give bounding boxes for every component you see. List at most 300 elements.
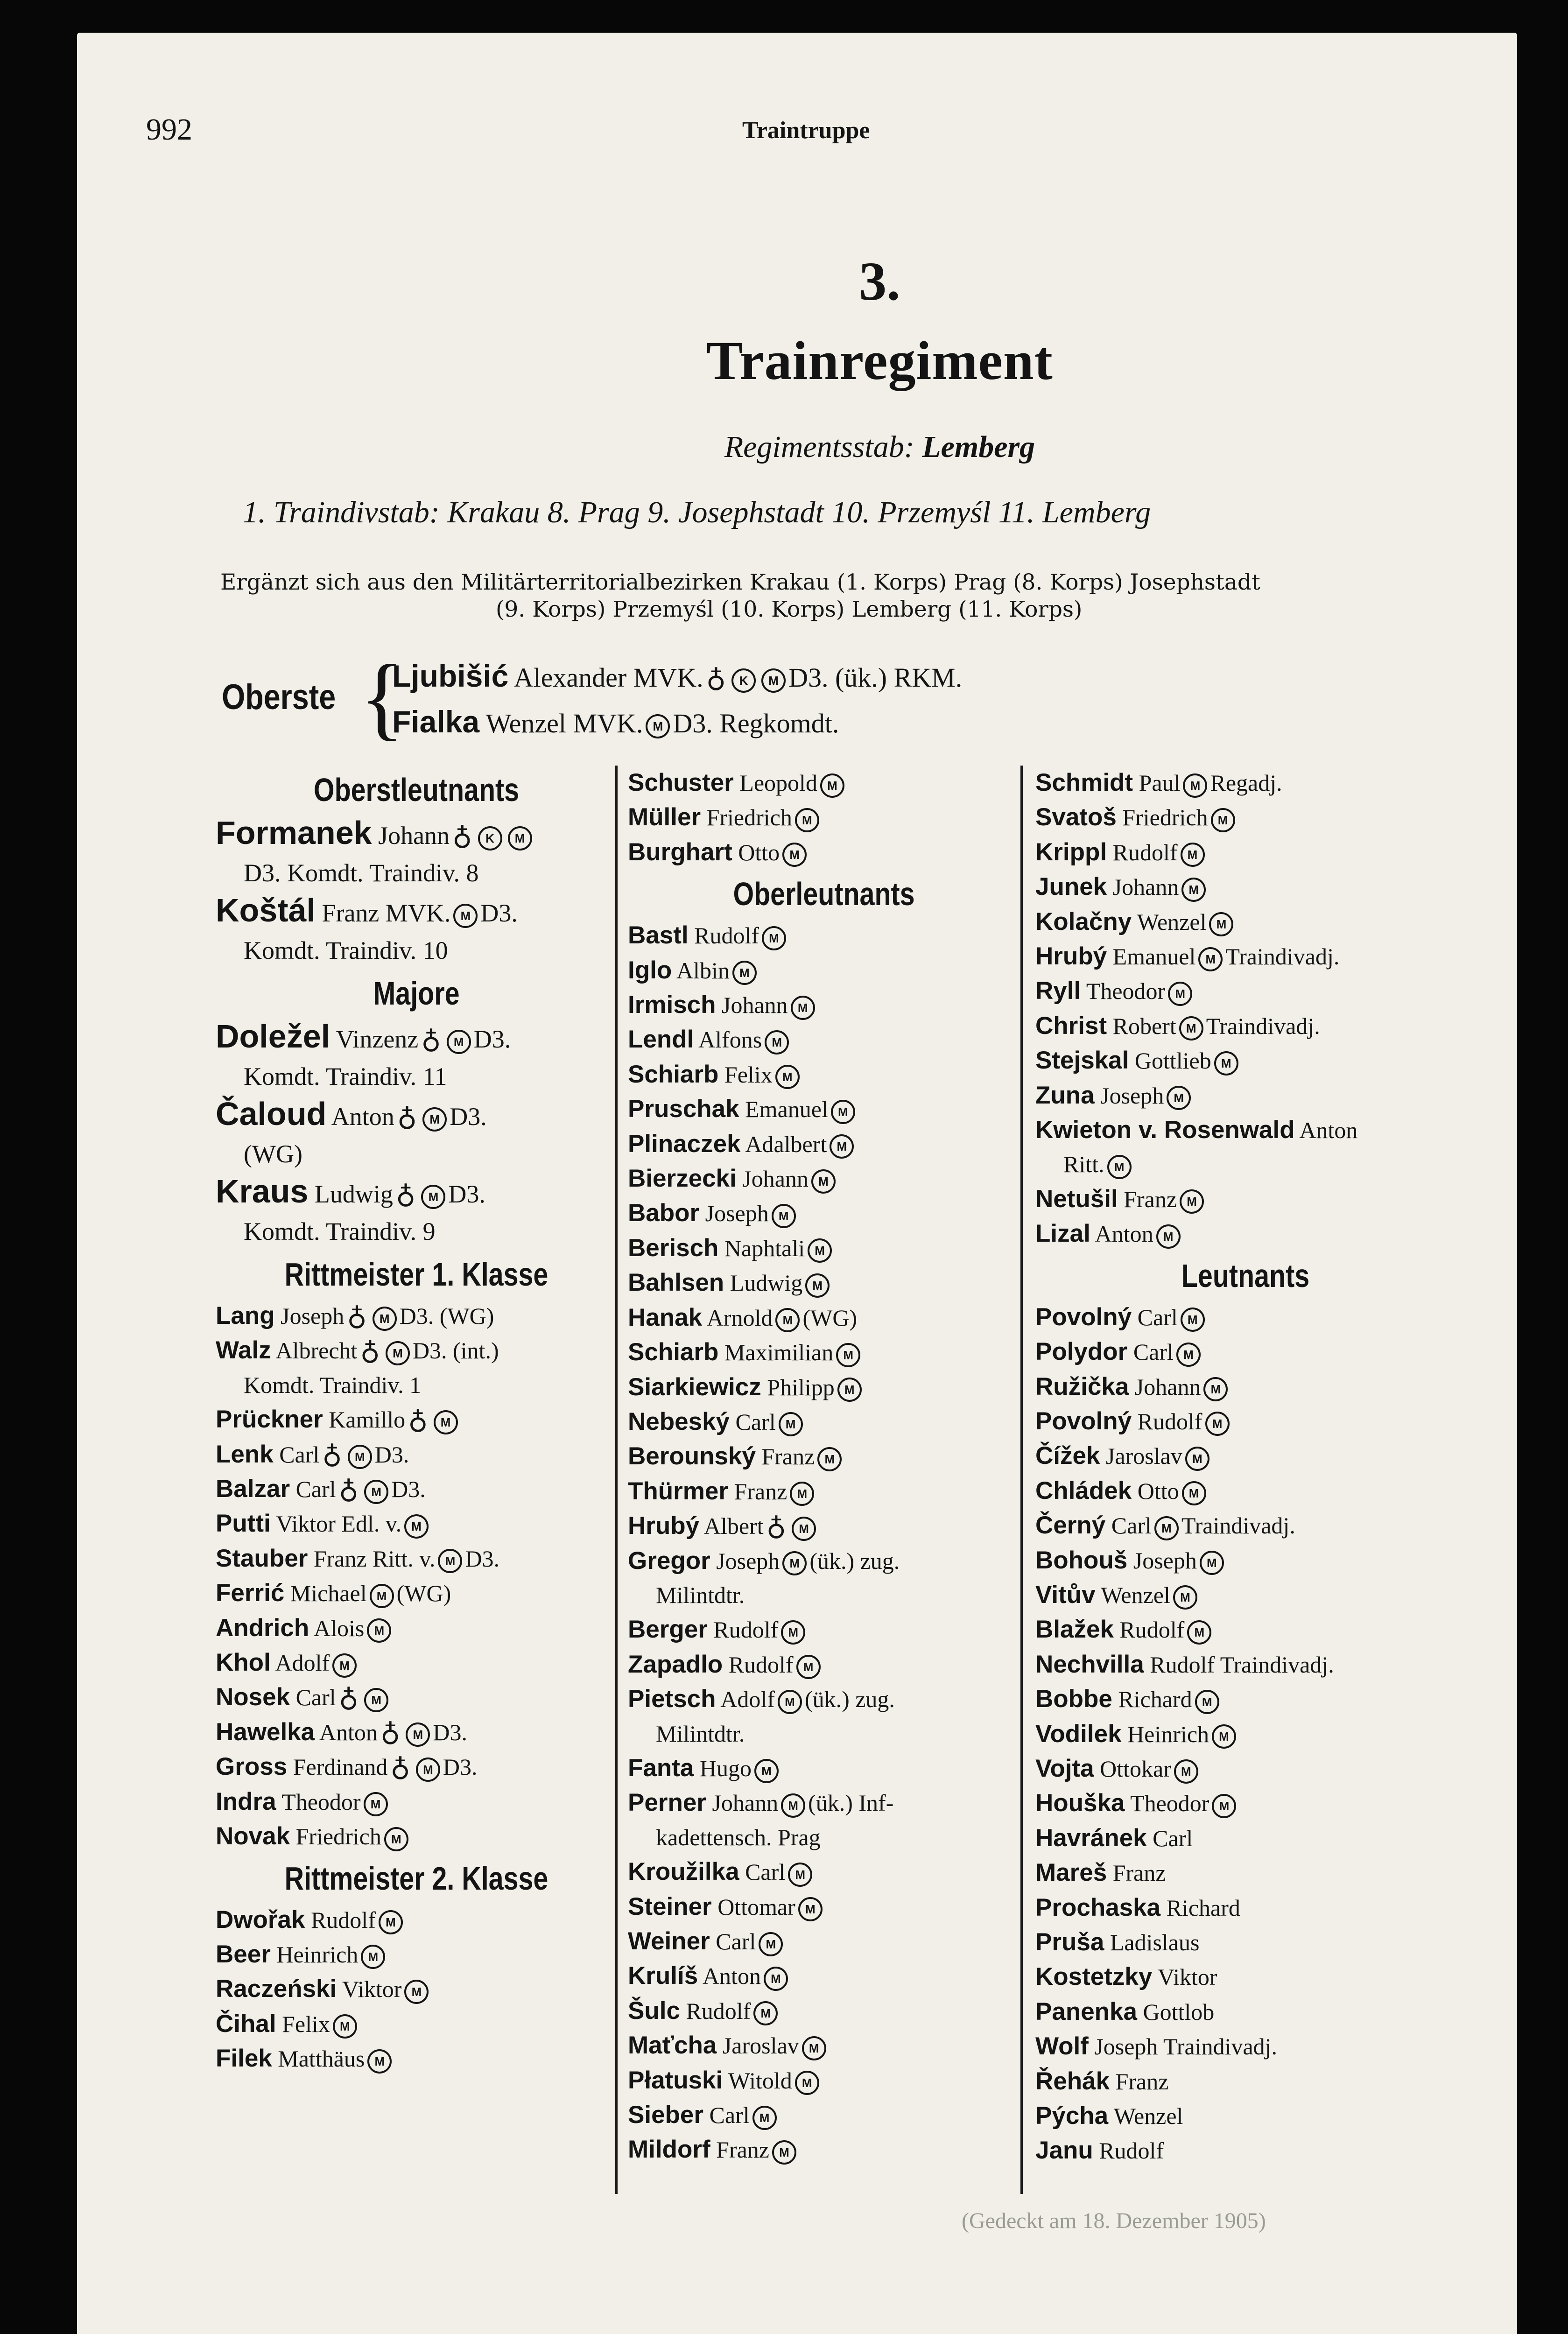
officer-detail: Viktor <box>342 1976 402 2003</box>
officer-surname: Gregor <box>628 1547 710 1575</box>
officer-surname: Berisch <box>628 1234 719 1262</box>
m-medal-icon: M <box>775 1065 800 1089</box>
m-medal-icon: M <box>759 1932 783 1956</box>
officer-detail: D3. <box>374 1441 409 1468</box>
officer-detail: Ottomar <box>717 1893 795 1920</box>
officer-entry <box>628 1196 1020 1230</box>
m-medal-icon: M <box>772 2140 796 2165</box>
officer-detail: Jaroslav <box>1105 1443 1182 1469</box>
officer-entry <box>628 1231 1020 1265</box>
stab-label: Regimentsstab: <box>724 430 914 464</box>
officer-surname: Hrubý <box>1035 942 1107 970</box>
officer-detail: Friedrich <box>706 804 792 831</box>
section-heading: Oberstleutnants <box>313 772 520 808</box>
officer-detail: Friedrich <box>1122 804 1208 831</box>
officer-surname: Šulc <box>628 1997 680 2025</box>
officer-entry <box>1035 1682 1455 1716</box>
officer-entry <box>1035 1078 1455 1113</box>
officer-surname: Mareš <box>1035 1859 1107 1887</box>
officer-detail: Wenzel <box>1113 2103 1183 2130</box>
officer-entry <box>1035 1370 1455 1404</box>
officer-entry <box>216 814 617 854</box>
oberste-heading: Oberste <box>222 677 336 717</box>
officer-entry-cont: Komdt. Traindiv. 9 <box>244 1217 436 1245</box>
stab-location: Lemberg <box>922 430 1035 464</box>
m-medal-icon: M <box>1168 982 1192 1006</box>
officer-entry <box>628 1301 1020 1335</box>
m-medal-icon: M <box>752 2106 777 2130</box>
m-medal-icon: M <box>438 1549 462 1573</box>
officer-detail: Johann <box>378 822 450 850</box>
officer-surname: Fanta <box>628 1754 694 1782</box>
officer-detail: Theodor <box>1086 978 1166 1005</box>
officer-surname: Krippl <box>1035 838 1107 866</box>
officer-surname: Burghart <box>628 838 732 866</box>
section-heading: Majore <box>373 975 460 1012</box>
officer-entry <box>628 1370 1020 1405</box>
m-medal-icon: M <box>754 1759 779 1783</box>
column-right <box>1035 766 1455 2168</box>
m-medal-icon: M <box>775 1308 800 1332</box>
officer-detail: Adolf <box>275 1650 330 1676</box>
officer-surname: Perner <box>628 1789 706 1817</box>
officer-surname: Prochaska <box>1035 1893 1161 1921</box>
m-medal-icon: M <box>421 1185 445 1209</box>
officer-surname: Siarkiewicz <box>628 1373 761 1401</box>
m-medal-icon: M <box>1167 1086 1191 1110</box>
m-medal-icon: M <box>837 1378 862 1402</box>
officer-surname: Vitův <box>1035 1581 1096 1609</box>
officer-entry <box>628 953 1020 988</box>
officer-entry <box>628 1509 1020 1543</box>
officer-surname: Lenk <box>216 1440 274 1468</box>
cross-decoration-icon: ♁ <box>338 1684 359 1716</box>
officer-surname: Schmidt <box>1035 769 1133 796</box>
officer-entry <box>216 892 617 932</box>
officer-detail: Theodor <box>281 1788 361 1815</box>
officer-entry <box>628 1994 1020 2028</box>
m-medal-icon: M <box>1211 808 1235 832</box>
officer-entry-cont: Komdt. Traindiv. 10 <box>244 936 448 964</box>
officer-detail: Franz Ritt. v. <box>313 1545 436 1572</box>
m-medal-icon: M <box>646 714 670 738</box>
m-medal-icon: M <box>1107 1155 1132 1179</box>
officer-detail: Johann <box>1112 874 1179 900</box>
officer-entry <box>216 1173 617 1213</box>
officer-entry <box>216 1972 617 2006</box>
officer-surname: Janu <box>1035 2137 1093 2165</box>
officer-surname: Svatoš <box>1035 803 1117 831</box>
officer-detail: Maximilian <box>724 1339 834 1366</box>
officer-detail: D3. <box>391 1476 426 1503</box>
m-medal-icon: M <box>404 1514 429 1539</box>
m-medal-icon: M <box>422 1107 447 1132</box>
officer-entry <box>628 835 1020 870</box>
m-medal-icon: M <box>788 1863 812 1887</box>
officer-detail: Carl <box>1133 1339 1174 1365</box>
officer-entry <box>1035 1717 1455 1751</box>
officer-detail: Heinrich <box>1127 1721 1209 1747</box>
officer-entry <box>216 2007 617 2041</box>
officer-detail: Ludwig <box>314 1180 393 1208</box>
officer-detail: Alois <box>313 1615 365 1641</box>
officer-entry <box>216 1541 617 1576</box>
officer-detail: D3. (WG) <box>399 1303 494 1329</box>
officer-detail: Johann <box>712 1790 779 1816</box>
m-medal-icon: M <box>761 668 786 693</box>
officer-entry <box>628 1265 1020 1300</box>
officer-surname: Weiner <box>628 1927 710 1955</box>
officer-surname: Filek <box>216 2045 272 2073</box>
m-medal-icon: M <box>1181 878 1206 902</box>
officer-surname: Berger <box>628 1616 708 1644</box>
officer-detail: Ritt. <box>1063 1151 1104 1178</box>
officer-detail: Regadj. <box>1210 770 1282 796</box>
officer-surname: Müller <box>628 803 701 831</box>
m-medal-icon: M <box>364 1792 388 1816</box>
officer-surname: Panenka <box>1035 1997 1138 2025</box>
officer-detail: Theodor <box>1130 1790 1209 1817</box>
m-medal-icon: M <box>795 808 819 832</box>
officer-surname: Schiarb <box>628 1060 719 1088</box>
officer-detail: Otto <box>738 839 780 865</box>
m-medal-icon: M <box>364 1688 388 1712</box>
m-medal-icon: M <box>1182 1481 1206 1505</box>
cross-decoration-icon: ♁ <box>322 1441 342 1473</box>
officer-detail: Franz <box>761 1443 815 1470</box>
officer-detail: Carl <box>295 1476 336 1503</box>
m-medal-icon: M <box>1212 1724 1236 1749</box>
officer-surname: Bohouš <box>1035 1546 1128 1574</box>
officer-detail: Franz <box>1124 1186 1177 1212</box>
officer-surname: Putti <box>216 1510 271 1538</box>
officer-surname: Płatuski <box>628 2066 723 2094</box>
officer-detail: Vinzenz <box>336 1025 419 1053</box>
officer-detail: Rudolf <box>1150 1651 1215 1678</box>
officer-entry <box>628 2098 1020 2132</box>
officer-detail: Albert <box>703 1513 764 1540</box>
officer-detail: Joseph <box>1133 1547 1197 1574</box>
m-medal-icon: M <box>404 1980 429 2004</box>
officer-surname: Stauber <box>216 1544 308 1572</box>
officer-detail: Viktor Edl. v. <box>276 1511 402 1537</box>
officer-detail: Robert <box>1112 1012 1176 1039</box>
m-medal-icon: M <box>348 1445 372 1469</box>
column-divider <box>1020 766 1023 2194</box>
officer-entry <box>216 1333 617 1368</box>
officer-detail: Joseph <box>716 1547 780 1574</box>
officer-surname: Sieber <box>628 2101 704 2129</box>
m-medal-icon: M <box>817 1447 842 1471</box>
officer-detail: Joseph <box>705 1200 769 1227</box>
officer-surname: Berounský <box>628 1442 756 1470</box>
oberst-entry: Ljubišić Alexander MVK. ♁ K M D3. (ük.) RKM. <box>392 659 963 696</box>
officer-surname: Raczeński <box>216 1975 337 2003</box>
officer-surname: Černý <box>1035 1511 1106 1540</box>
m-medal-icon: M <box>795 2071 819 2095</box>
officer-entry <box>216 1506 617 1541</box>
officer-detail: (WG) <box>396 1580 451 1607</box>
cross-decoration-icon: ♁ <box>338 1476 359 1508</box>
officer-surname: Lang <box>216 1302 275 1329</box>
officer-surname: Nebeský <box>628 1407 730 1435</box>
officer-detail: Richard <box>1166 1894 1240 1921</box>
m-medal-icon: M <box>1214 1051 1238 1076</box>
m-medal-icon: M <box>765 1030 789 1055</box>
officer-entry <box>1035 905 1455 939</box>
regimentsstab-line <box>0 429 1568 465</box>
officer-detail: D3. <box>465 1545 500 1572</box>
officer-surname: Krulíš <box>628 1962 698 1990</box>
officer-surname: Houška <box>1035 1789 1125 1817</box>
officer-entry <box>216 1402 617 1437</box>
officer-entry <box>216 1611 617 1645</box>
officer-surname: Pietsch <box>628 1685 716 1713</box>
officer-detail: Richard <box>1118 1686 1192 1713</box>
officer-entry <box>628 1612 1020 1647</box>
officer-detail: Adalbert <box>745 1131 827 1157</box>
officer-detail: D3. <box>450 1103 487 1131</box>
m-medal-icon: M <box>1183 773 1207 798</box>
cross-decoration-icon: ♁ <box>397 1103 417 1135</box>
m-medal-icon: M <box>782 1551 807 1575</box>
m-medal-icon: M <box>367 1618 391 1643</box>
cross-decoration-icon: ♁ <box>380 1719 401 1751</box>
officer-detail: Alfons <box>698 1026 762 1053</box>
m-medal-icon: M <box>367 2049 392 2074</box>
officer-entry <box>216 1785 617 1819</box>
officer-surname: Bahlsen <box>628 1269 724 1297</box>
officer-detail: Ladislaus <box>1110 1929 1200 1955</box>
officer-surname: Iglo <box>628 956 672 984</box>
officer-surname: Novak <box>216 1822 290 1850</box>
officer-surname: Povolný <box>1035 1407 1132 1435</box>
officer-surname: Wolf <box>1035 2032 1089 2060</box>
officer-entry <box>1035 974 1455 1008</box>
officer-entry-cont: D3. Komdt. Traindiv. 8 <box>244 859 479 887</box>
officer-detail: Michael <box>290 1580 367 1607</box>
officer-detail: Felix <box>724 1061 773 1088</box>
officer-surname: Walz <box>216 1336 271 1364</box>
officer-entry <box>1035 939 1455 974</box>
officer-detail: Joseph <box>1094 2033 1158 2060</box>
officer-entry <box>1035 1543 1455 1578</box>
officer-entry-cont: (WG) <box>244 1140 302 1168</box>
officer-detail: Witold <box>728 2067 792 2094</box>
officer-surname: Polydor <box>1035 1338 1128 1366</box>
officer-detail: Rudolf <box>1099 2137 1164 2164</box>
officer-detail: Franz <box>716 2137 769 2163</box>
cross-decoration-icon: ♁ <box>390 1753 410 1786</box>
officer-surname: Doležel <box>216 1018 330 1055</box>
officer-surname: Gross <box>216 1753 288 1781</box>
officer-entry <box>628 918 1020 953</box>
officer-entry <box>1035 1009 1455 1043</box>
officer-detail: Wenzel <box>1101 1582 1170 1608</box>
m-medal-icon: M <box>384 1827 408 1851</box>
officer-detail: Johann <box>722 992 788 1019</box>
officer-entry <box>628 2063 1020 2098</box>
officer-detail: Carl <box>735 1408 776 1435</box>
officer-surname: Čaloud <box>216 1096 327 1132</box>
officer-entry <box>1035 1335 1455 1369</box>
cross-decoration-icon: ♁ <box>766 1512 787 1545</box>
cross-decoration-icon: ♁ <box>395 1181 416 1213</box>
m-medal-icon: M <box>1195 1690 1219 1714</box>
officer-entry-cont: Komdt. Traindiv. 1 <box>244 1371 422 1398</box>
officer-detail: Albrecht <box>275 1337 358 1364</box>
officer-detail: Rudolf <box>713 1617 779 1643</box>
officer-entry-cont: Komdt. Traindiv. 11 <box>244 1062 447 1090</box>
officer-detail: Anton <box>702 1963 761 1990</box>
officer-entry <box>628 1092 1020 1126</box>
officer-surname: Irmisch <box>628 991 716 1019</box>
officer-entry <box>1035 1821 1455 1856</box>
cross-decoration-icon: ♁ <box>706 664 726 696</box>
m-medal-icon: M <box>1212 1794 1236 1818</box>
officer-detail: (ük.) Inf- <box>808 1790 894 1816</box>
officer-entry <box>216 1680 617 1715</box>
officer-detail: Rudolf <box>1137 1408 1202 1434</box>
m-medal-icon: M <box>762 926 786 950</box>
officer-detail: Anton <box>1299 1117 1358 1144</box>
officer-detail: Arnold <box>706 1304 773 1331</box>
officer-entry <box>628 1405 1020 1439</box>
oberst-entry: Fialka Wenzel MVK. M D3. Regkomdt. <box>392 704 839 739</box>
officer-detail: Matthäus <box>278 2046 365 2072</box>
officer-entry <box>216 1645 617 1680</box>
officer-surname: Mildorf <box>628 2136 710 2164</box>
m-medal-icon: M <box>1181 843 1205 867</box>
officer-entry <box>628 1439 1020 1474</box>
officer-entry <box>628 1161 1020 1196</box>
officer-entry <box>628 1127 1020 1161</box>
m-medal-icon: M <box>811 1169 836 1194</box>
m-medal-icon: M <box>796 1655 821 1679</box>
m-medal-icon: M <box>447 1030 471 1054</box>
officer-entry <box>628 1682 1020 1716</box>
officer-detail: Ottokar <box>1100 1755 1171 1782</box>
officer-surname: Junek <box>1035 873 1107 901</box>
erganzung-line-2: (9. Korps) Przemyśl (10. Korps) Lemberg (11. Korps) <box>496 597 1083 622</box>
officer-detail: Carl <box>279 1441 320 1468</box>
officer-surname: Zuna <box>1035 1081 1095 1109</box>
officer-surname: Balzar <box>216 1475 290 1503</box>
officer-detail: Carl <box>1153 1825 1193 1851</box>
officer-detail: Franz <box>734 1478 788 1504</box>
officer-detail: Johann <box>742 1166 809 1192</box>
officer-entry <box>628 800 1020 835</box>
officer-detail: Joseph <box>1100 1082 1164 1109</box>
officer-entry <box>628 1335 1020 1370</box>
officer-detail: Leopold <box>739 770 817 796</box>
officer-detail: Rudolf <box>694 922 759 949</box>
officer-detail: Paul <box>1139 770 1181 796</box>
officer-detail: Carl <box>1137 1304 1178 1330</box>
officer-detail: Adolf <box>720 1686 775 1713</box>
cross-decoration-icon: ♁ <box>452 822 472 854</box>
officer-entry <box>1035 835 1455 870</box>
officer-detail: Traindivadj. <box>1181 1512 1295 1539</box>
officer-surname: Ferrić <box>216 1579 285 1607</box>
officer-entry <box>628 1924 1020 1959</box>
officer-surname: Ružička <box>1035 1372 1129 1400</box>
m-medal-icon: M <box>1156 1224 1181 1249</box>
officer-detail: Johann <box>1134 1373 1201 1400</box>
officer-entry <box>1035 1891 1455 1925</box>
officer-surname: Kwieton v. Rosenwald <box>1035 1116 1295 1144</box>
officer-detail: Traindivadj. <box>1163 2033 1278 2060</box>
officer-surname: Steiner <box>628 1892 712 1920</box>
officer-detail: Gottlieb <box>1134 1047 1211 1074</box>
officer-entry <box>628 1959 1020 1993</box>
m-medal-icon: M <box>1181 1308 1205 1332</box>
officer-surname: Pruschak <box>628 1095 739 1123</box>
erganzung-line-1: Ergänzt sich aus den Militärterritorialbezirken Krakau (1. Korps) Prag (8. Korps) Josephstadt <box>220 569 1260 595</box>
m-medal-icon: M <box>1200 1551 1224 1575</box>
officer-entry <box>1035 1404 1455 1439</box>
officer-entry <box>1035 1300 1455 1335</box>
officer-entry <box>1035 1751 1455 1786</box>
m-medal-icon: M <box>836 1343 860 1367</box>
officer-detail: D3. <box>433 1719 467 1745</box>
officer-entry <box>216 1937 617 1972</box>
officer-entry <box>1035 2099 1455 2133</box>
officer-detail: Felix <box>282 2011 330 2037</box>
officer-detail: Carl <box>716 1928 756 1954</box>
officer-detail: Emanuel <box>1112 943 1196 970</box>
m-medal-icon: M <box>370 1584 394 1608</box>
officer-surname: Zapadlo <box>628 1650 723 1678</box>
officer-surname: Hrubý <box>628 1512 700 1540</box>
officer-surname: Stejskal <box>1035 1047 1129 1075</box>
m-medal-icon: M <box>1203 1377 1228 1401</box>
m-medal-icon: M <box>791 996 815 1020</box>
cross-decoration-icon: ♁ <box>360 1337 380 1369</box>
officer-entry <box>216 1095 617 1135</box>
officer-surname: Christ <box>1035 1012 1107 1040</box>
officer-entry <box>1035 800 1455 835</box>
officer-detail: Carl <box>1111 1512 1152 1539</box>
officer-detail: Traindivadj. <box>1225 943 1340 970</box>
m-medal-icon: M <box>1174 1759 1198 1784</box>
officer-surname: Khol <box>216 1649 271 1677</box>
m-medal-icon: M <box>1185 1447 1209 1471</box>
officer-detail: D3. (int.) <box>412 1337 499 1364</box>
officer-surname: Koštál <box>216 892 316 928</box>
officer-surname: Hawelka <box>216 1718 315 1746</box>
section-heading: Leutnants <box>1181 1257 1310 1294</box>
officer-surname: Nosek <box>216 1683 290 1711</box>
officer-surname: Blažek <box>1035 1616 1114 1644</box>
m-medal-icon: M <box>1176 1343 1201 1367</box>
cross-decoration-icon: ♁ <box>347 1302 367 1335</box>
m-medal-icon: M <box>361 1945 385 1969</box>
m-medal-icon: M <box>772 1204 796 1228</box>
officer-detail: Albin <box>676 957 730 984</box>
officer-detail: D3. <box>480 899 518 927</box>
officer-surname: Prückner <box>216 1406 323 1434</box>
m-medal-icon: M <box>802 2036 826 2060</box>
officer-detail: Carl <box>295 1684 336 1711</box>
m-medal-icon: M <box>781 1793 805 1818</box>
officer-detail: Franz <box>1112 1860 1166 1886</box>
m-medal-icon: M <box>753 2001 778 2025</box>
officer-surname: Indra <box>216 1787 276 1815</box>
officer-detail: (ük.) zug. <box>809 1547 900 1574</box>
officer-detail: Heinrich <box>276 1941 359 1968</box>
m-medal-icon: M <box>798 1897 823 1921</box>
